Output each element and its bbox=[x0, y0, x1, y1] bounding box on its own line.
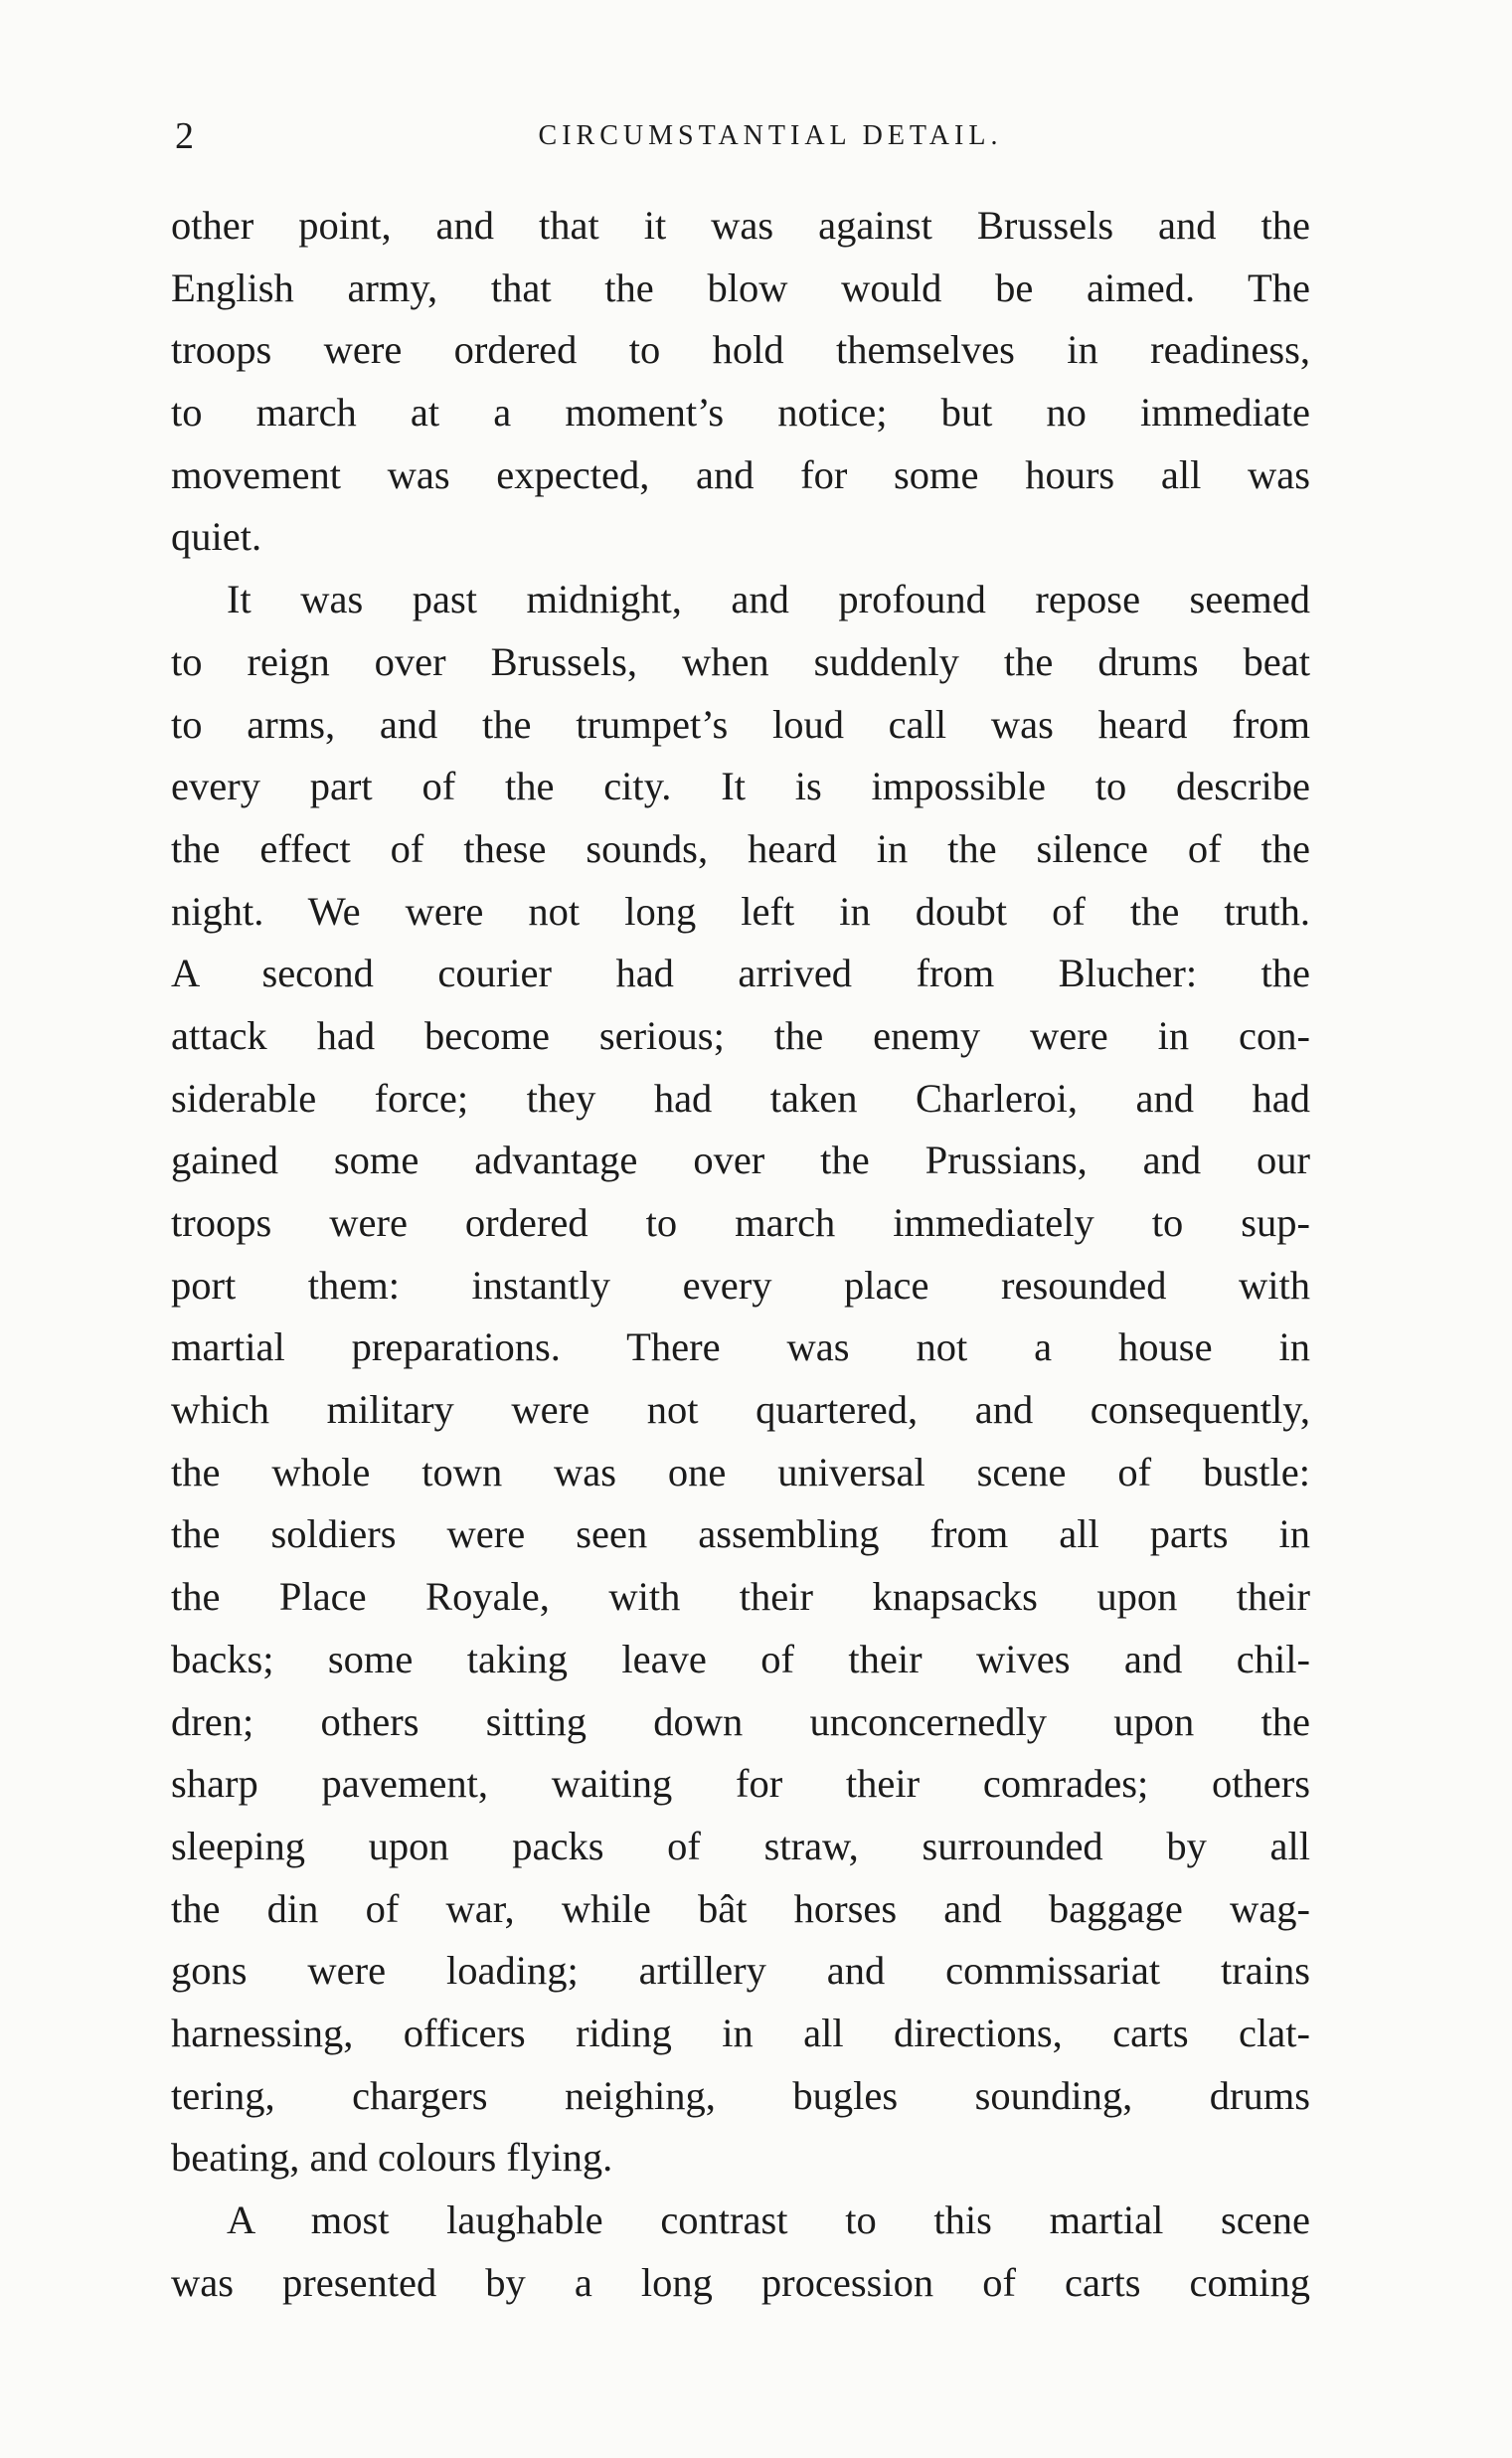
text-line: backs; some taking leave of their wives and chil- bbox=[171, 1636, 1310, 1681]
text-line: attack had become serious; the enemy were in con- bbox=[171, 1012, 1310, 1058]
running-title: CIRCUMSTANTIAL DETAIL. bbox=[538, 120, 1003, 151]
text-line: quiet. bbox=[171, 514, 262, 560]
text-line: was presented by a long procession of carts coming bbox=[171, 2259, 1310, 2305]
text-line: the soldiers were seen assembling from all parts in bbox=[171, 1511, 1310, 1557]
text-line: beating, and colours flying. bbox=[171, 2135, 613, 2181]
text-line: the Place Royale, with their knapsacks upon their bbox=[171, 1574, 1310, 1620]
text-line: to arms, and the trumpet’s loud call was heard from bbox=[171, 701, 1310, 747]
text-line: It was past midnight, and profound repose seemed bbox=[227, 577, 1310, 622]
text-line: gons were loading; artillery and commissariat trains bbox=[171, 1948, 1310, 1994]
body-text bbox=[171, 195, 1310, 2314]
text-line: night. We were not long left in doubt of the truth. bbox=[171, 888, 1310, 934]
text-line: sleeping upon packs of straw, surrounded by all bbox=[171, 1823, 1310, 1868]
running-head bbox=[171, 111, 1310, 161]
text-line: A second courier had arrived from Blucher: the bbox=[171, 951, 1310, 996]
text-line: martial preparations. There was not a house in bbox=[171, 1324, 1310, 1370]
text-line: dren; others sitting down unconcernedly upon the bbox=[171, 1698, 1310, 1744]
text-line: gained some advantage over the Prussians, and our bbox=[171, 1138, 1310, 1183]
text-line: siderable force; they had taken Charleroi, and had bbox=[171, 1075, 1310, 1121]
page-number: 2 bbox=[175, 115, 194, 157]
text-line: the effect of these sounds, heard in the silence of the bbox=[171, 825, 1310, 871]
text-line: which military were not quartered, and consequently, bbox=[171, 1387, 1310, 1433]
text-line: tering, chargers neighing, bugles sounding, drums bbox=[171, 2072, 1310, 2118]
text-line: every part of the city. It is impossible to describe bbox=[171, 764, 1310, 809]
text-line: to reign over Brussels, when suddenly the drums beat bbox=[171, 638, 1310, 684]
text-line: sharp pavement, waiting for their comrades; others bbox=[171, 1761, 1310, 1807]
text-line: troops were ordered to march immediately to sup- bbox=[171, 1200, 1310, 1245]
text-line: harnessing, officers riding in all directions, carts clat- bbox=[171, 2010, 1310, 2055]
text-line: movement was expected, and for some hours all was bbox=[171, 451, 1310, 497]
text-line: other point, and that it was against Brussels and the bbox=[171, 203, 1310, 248]
text-line: troops were ordered to hold themselves in readiness, bbox=[171, 327, 1310, 373]
text-line: A most laughable contrast to this martial scene bbox=[227, 2197, 1310, 2242]
text-line: the din of war, while bât horses and baggage wag- bbox=[171, 1885, 1310, 1931]
book-page bbox=[171, 0, 1310, 2458]
text-line: the whole town was one universal scene of bustle: bbox=[171, 1449, 1310, 1494]
text-line: port them: instantly every place resounded with bbox=[171, 1262, 1310, 1308]
text-line: English army, that the blow would be aimed. The bbox=[171, 264, 1310, 310]
text-line: to march at a moment’s notice; but no immediate bbox=[171, 390, 1310, 436]
